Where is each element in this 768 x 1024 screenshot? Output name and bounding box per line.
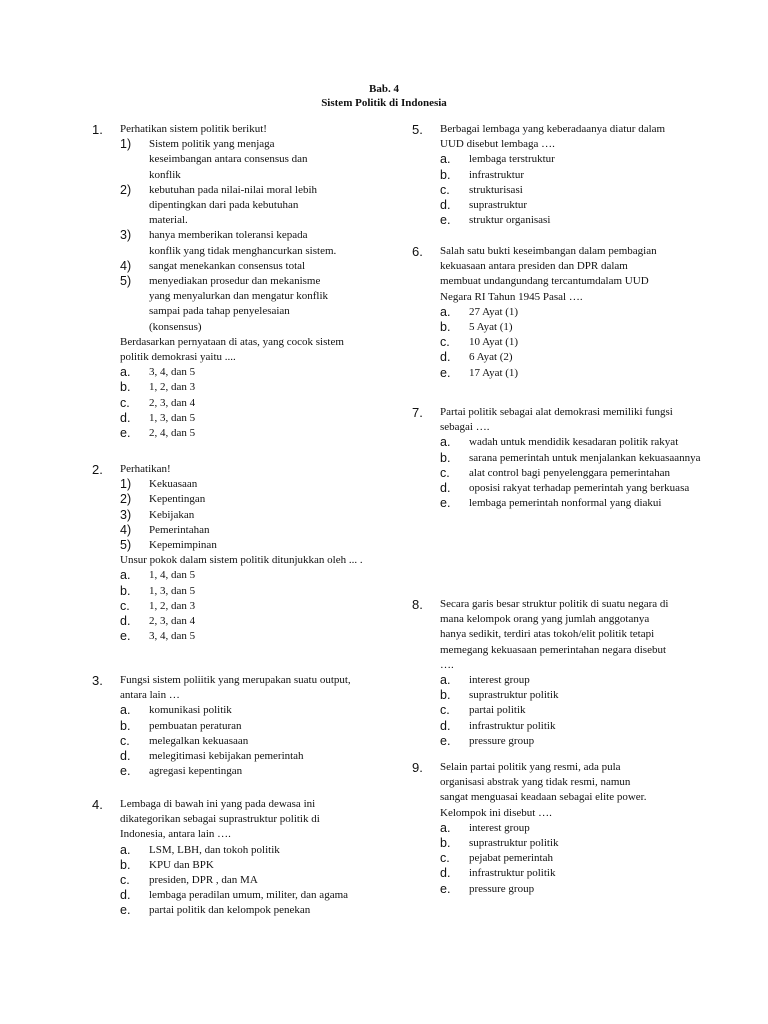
option-text: pressure group — [469, 734, 535, 747]
answer-option[interactable] — [440, 688, 720, 703]
question-prompt: Unsur pokok dalam sistem politik ditunjukkan oleh ... . — [120, 554, 363, 567]
statement — [120, 508, 400, 523]
option-text: pressure group — [469, 882, 535, 895]
option-text: komunikasi politik — [149, 704, 232, 717]
question-number: 9. — [412, 760, 423, 775]
statement-text: Kebijakan — [149, 508, 195, 521]
question-stem: Fungsi sistem poliitik yang merupakan suatu output, antara lain … — [120, 674, 351, 702]
question-stem: Partai politik sebagai alat demokrasi memiliki fungsi sebagai …. — [440, 406, 673, 434]
option-text: 2, 4, dan 5 — [149, 427, 196, 440]
answer-option[interactable] — [440, 198, 720, 213]
option-text: strukturisasi — [469, 183, 523, 196]
option-text: alat control bagi penyelenggara pemerintahan — [469, 466, 670, 479]
option-marker: a. — [120, 568, 131, 583]
answer-option[interactable] — [120, 734, 400, 749]
statement-marker: 2) — [120, 492, 132, 507]
answer-option[interactable] — [440, 213, 720, 228]
statement — [120, 137, 337, 183]
question-8 — [412, 597, 720, 749]
chapter-label: Bab. 4 — [369, 83, 399, 95]
question-stem: Perhatikan! — [120, 463, 171, 475]
option-text: 27 Ayat (1) — [469, 305, 519, 318]
option-marker: b. — [120, 718, 131, 733]
option-marker: b. — [120, 857, 131, 872]
statement-text: Kepemimpinan — [149, 539, 217, 552]
answer-option[interactable] — [120, 568, 400, 583]
answer-option[interactable] — [440, 335, 720, 350]
option-marker: e. — [120, 764, 131, 779]
question-3 — [92, 673, 400, 779]
question-number: 2. — [92, 462, 103, 477]
option-text: struktur organisasi — [469, 214, 551, 227]
statement — [120, 259, 337, 274]
option-text: infrastruktur politik — [469, 719, 556, 732]
question-1 — [92, 122, 400, 441]
option-marker: c. — [440, 703, 450, 718]
statement-marker: 1) — [120, 137, 132, 152]
question-7 — [412, 405, 720, 511]
question-6 — [412, 244, 720, 381]
answer-option[interactable] — [120, 380, 400, 395]
statement-text: Sistem politik yang menjaga keseimbangan antara consensus dan konflik — [149, 138, 308, 181]
statement-text: Pemerintahan — [149, 523, 210, 536]
question-stem: Perhatikan sistem politik berikut! — [120, 123, 267, 135]
statement-text: hanya memberikan toleransi kepada konflik yang tidak menghancurkan sistem. — [149, 229, 337, 257]
option-marker: c. — [440, 182, 450, 197]
option-text: pejabat pemerintah — [469, 852, 553, 865]
answer-option[interactable] — [440, 719, 720, 734]
option-text: interest group — [469, 674, 530, 687]
option-marker: a. — [120, 365, 131, 380]
option-marker: b. — [440, 167, 451, 182]
question-stem: Salah satu bukti keseimbangan dalam pembagian kekuasaan antara presiden dan DPR dalam membuat undangundang tercantumdalam UUD Negara RI Tahun 1945 Pasal …. — [440, 245, 657, 303]
statement — [120, 228, 337, 258]
option-marker: a. — [120, 842, 131, 857]
statement-marker: 5) — [120, 274, 132, 289]
option-text: melegitimasi kebijakan pemerintah — [149, 750, 304, 763]
statement-marker: 3) — [120, 507, 132, 522]
answer-option[interactable] — [120, 396, 400, 411]
option-text: sarana pemerintah untuk menjalankan kekuasaannya — [469, 451, 701, 464]
option-text: 1, 2, dan 3 — [149, 381, 196, 394]
answer-option[interactable] — [440, 703, 720, 718]
question-number: 7. — [412, 405, 423, 420]
question-number: 4. — [92, 797, 103, 812]
answer-option[interactable] — [440, 350, 720, 365]
option-marker: c. — [120, 733, 130, 748]
option-marker: e. — [120, 426, 131, 441]
statement-marker: 3) — [120, 228, 132, 243]
option-text: partai politik — [469, 704, 526, 717]
question-4 — [92, 797, 400, 919]
option-marker: a. — [440, 152, 451, 167]
option-text: pembuatan peraturan — [149, 719, 242, 732]
option-text: 1, 2, dan 3 — [149, 599, 196, 612]
option-text: 1, 3, dan 5 — [149, 411, 196, 424]
statement — [120, 477, 400, 492]
option-text: lembaga pemerintah nonformal yang diakui — [469, 497, 662, 510]
option-marker: b. — [120, 380, 131, 395]
answer-option[interactable] — [440, 866, 720, 881]
option-text: melegalkan kekuasaan — [149, 734, 249, 747]
statement — [120, 492, 400, 507]
answer-option[interactable] — [120, 764, 400, 779]
option-text: 1, 4, dan 5 — [149, 569, 196, 582]
statement-text: menyediakan prosedur dan mekanisme yang menyalurkan dan mengatur konflik sampai pada tahap penyelesaian (konsensus) — [149, 275, 329, 333]
question-number: 3. — [92, 673, 103, 688]
page-title — [0, 82, 768, 110]
option-marker: d. — [440, 481, 451, 496]
option-marker: a. — [120, 703, 131, 718]
option-text: 5 Ayat (1) — [469, 321, 513, 334]
statement-marker: 4) — [120, 522, 132, 537]
option-marker: d. — [120, 749, 131, 764]
option-marker: b. — [120, 583, 131, 598]
option-text: presiden, DPR , dan MA — [149, 874, 258, 887]
option-marker: e. — [120, 903, 131, 918]
option-marker: b. — [440, 450, 451, 465]
answer-option[interactable] — [120, 614, 400, 629]
option-text: suprastruktur politik — [469, 689, 559, 702]
question-stem: Secara garis besar struktur politik di suatu negara di mana kelompok orang yang jumlah anggotanya hanya sedikit, terdiri atas tokoh/elit politik tetapi memegang kekuasaan pemerintahan negara disebut …. — [440, 598, 669, 671]
option-text: KPU dan BPK — [149, 858, 214, 871]
answer-option[interactable] — [440, 168, 720, 183]
answer-option[interactable] — [440, 152, 720, 167]
option-marker: c. — [120, 395, 130, 410]
answer-option[interactable] — [120, 426, 400, 441]
statement — [120, 183, 337, 229]
option-marker: e. — [440, 733, 451, 748]
option-text: agregasi kepentingan — [149, 765, 243, 778]
answer-option[interactable] — [120, 903, 400, 918]
answer-option[interactable] — [440, 821, 720, 836]
question-2 — [92, 462, 400, 644]
answer-option[interactable] — [120, 858, 400, 873]
option-text: LSM, LBH, dan tokoh politik — [149, 843, 280, 856]
answer-option[interactable] — [120, 365, 400, 380]
option-marker: c. — [440, 465, 450, 480]
option-text: suprastruktur politik — [469, 837, 559, 850]
statement — [120, 538, 400, 553]
answer-option[interactable] — [120, 703, 400, 718]
option-text: interest group — [469, 821, 530, 834]
statement-marker: 4) — [120, 258, 132, 273]
answer-option[interactable] — [440, 466, 679, 481]
answer-option[interactable] — [120, 888, 354, 903]
option-text: infrastruktur — [469, 168, 524, 181]
answer-option[interactable] — [440, 481, 721, 496]
option-marker: d. — [440, 350, 451, 365]
question-prompt: Berdasarkan pernyataan di atas, yang cocok sistem politik demokrasi yaitu .... — [120, 335, 344, 364]
option-text: lembaga peradilan umum, militer, dan agama — [149, 889, 349, 902]
option-marker: e. — [440, 881, 451, 896]
statement-marker: 1) — [120, 477, 132, 492]
answer-option[interactable] — [440, 320, 720, 335]
option-text: 3, 4, dan 5 — [149, 366, 196, 379]
answer-option[interactable] — [440, 183, 720, 198]
answer-option[interactable] — [120, 411, 400, 426]
question-stem: Berbagai lembaga yang keberadaanya diatur dalam UUD disebut lembaga …. — [440, 123, 666, 151]
statement-text: Kepentingan — [149, 493, 206, 506]
answer-option[interactable] — [120, 719, 400, 734]
answer-option[interactable] — [120, 584, 400, 599]
answer-option[interactable] — [440, 496, 701, 511]
option-marker: c. — [120, 873, 130, 888]
answer-option[interactable] — [120, 629, 400, 644]
question-9 — [412, 760, 720, 897]
statement-marker: 2) — [120, 182, 132, 197]
option-marker: c. — [120, 598, 130, 613]
option-marker: e. — [440, 365, 451, 380]
question-stem: Lembaga di bawah ini yang pada dewasa ini dikategorikan sebagai suprastruktur politik di Indonesia, antara lain …. — [120, 798, 320, 841]
answer-option[interactable] — [440, 836, 720, 851]
option-marker: c. — [440, 851, 450, 866]
option-marker: d. — [440, 198, 451, 213]
answer-option[interactable] — [120, 749, 400, 764]
question-5 — [412, 122, 720, 228]
statement — [120, 523, 400, 538]
question-number: 1. — [92, 122, 103, 137]
option-marker: e. — [120, 629, 131, 644]
option-text: wadah untuk mendidik kesadaran politik rakyat — [469, 436, 679, 449]
answer-option[interactable] — [440, 451, 701, 466]
statement — [120, 274, 337, 335]
answer-option[interactable] — [440, 673, 720, 688]
option-text: suprastruktur — [469, 199, 528, 212]
option-text: 6 Ayat (2) — [469, 351, 513, 364]
question-number: 5. — [412, 122, 423, 137]
option-marker: e. — [440, 213, 451, 228]
option-text: partai politik dan kelompok penekan — [149, 904, 311, 917]
answer-option[interactable] — [440, 366, 720, 381]
option-marker: d. — [120, 888, 131, 903]
statement-marker: 5) — [120, 538, 132, 553]
answer-option[interactable] — [440, 734, 720, 749]
option-text: infrastruktur politik — [469, 867, 556, 880]
option-marker: a. — [440, 304, 451, 319]
option-text: lembaga terstruktur — [469, 153, 555, 166]
option-text: 10 Ayat (1) — [469, 336, 519, 349]
statement-text: sangat menekankan consensus total — [149, 259, 306, 272]
option-text: 2, 3, dan 4 — [149, 396, 196, 409]
answer-option[interactable] — [440, 851, 720, 866]
option-text: 1, 3, dan 5 — [149, 584, 196, 597]
answer-option[interactable] — [120, 599, 400, 614]
option-marker: a. — [440, 435, 451, 450]
chapter-title: Sistem Politik di Indonesia — [321, 97, 447, 109]
statement-text: Kekuasaan — [149, 478, 198, 491]
option-marker: c. — [440, 335, 450, 350]
option-marker: e. — [440, 496, 451, 511]
answer-option[interactable] — [440, 305, 720, 320]
answer-option[interactable] — [440, 435, 721, 450]
question-stem: Selain partai politik yang resmi, ada pula organisasi abstrak yang tidak resmi, namun sangat menguasai keadaan sebagai elite power. Kelompok ini disebut …. — [440, 761, 647, 819]
question-number: 8. — [412, 597, 423, 612]
option-marker: a. — [440, 820, 451, 835]
option-text: 2, 3, dan 4 — [149, 615, 196, 628]
option-text: 17 Ayat (1) — [469, 366, 519, 379]
option-text: 3, 4, dan 5 — [149, 630, 196, 643]
option-marker: d. — [440, 866, 451, 881]
option-marker: b. — [440, 320, 451, 335]
option-marker: b. — [440, 688, 451, 703]
option-marker: d. — [120, 614, 131, 629]
answer-option[interactable] — [440, 882, 720, 897]
statement-text: kebutuhan pada nilai-nilai moral lebih dipentingkan dari pada kebutuhan material. — [149, 183, 318, 227]
question-number: 6. — [412, 244, 423, 259]
answer-option[interactable] — [120, 873, 400, 888]
option-marker: b. — [440, 836, 451, 851]
option-marker: d. — [120, 410, 131, 425]
option-marker: a. — [440, 673, 451, 688]
answer-option[interactable] — [120, 843, 400, 858]
option-text: oposisi rakyat terhadap pemerintah yang berkuasa — [469, 482, 690, 495]
option-marker: d. — [440, 718, 451, 733]
